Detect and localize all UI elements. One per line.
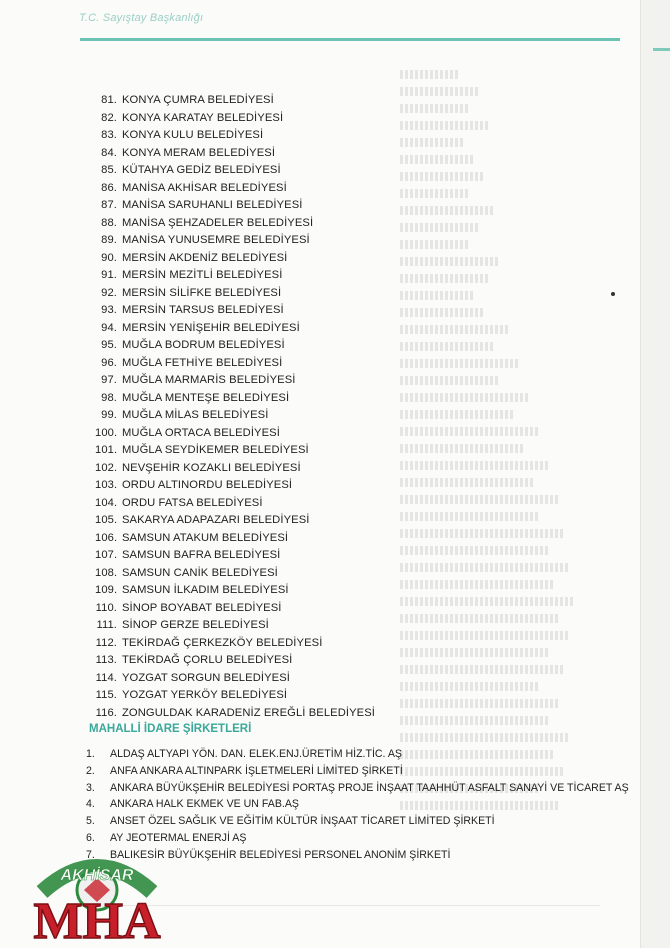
list-item	[95, 217, 375, 235]
item-text: MUĞLA MARMARİS BELEDİYESİ	[122, 374, 296, 386]
item-number: 97.	[101, 374, 117, 386]
item-number: 1.	[86, 748, 95, 760]
municipality-list	[95, 94, 375, 724]
item-text: MANİSA SARUHANLI BELEDİYESİ	[122, 199, 303, 211]
list-item	[95, 567, 375, 585]
list-item	[95, 94, 375, 112]
item-text: SAMSUN BAFRA BELEDİYESİ	[122, 549, 281, 561]
item-number: 110.	[95, 601, 117, 614]
item-number: 3.	[86, 781, 95, 794]
item-number: 84.	[101, 146, 117, 159]
item-number: 91.	[101, 269, 117, 281]
list-item	[95, 689, 375, 707]
watermark-top-text: AKHİSAR	[60, 867, 134, 884]
item-number: 87.	[101, 199, 117, 211]
item-number: 7.	[86, 848, 95, 861]
list-item	[95, 409, 375, 427]
list-item	[86, 832, 629, 849]
page-header: T.C. Sayıştay Başkanlığı	[79, 12, 204, 24]
list-item	[95, 199, 375, 217]
facing-page-rule	[653, 48, 670, 51]
facing-page-edge	[640, 0, 670, 948]
item-text: SAKARYA ADAPAZARI BELEDİYESİ	[122, 514, 310, 526]
item-number: 112.	[95, 636, 117, 649]
list-item	[86, 765, 629, 782]
list-item	[95, 147, 375, 165]
item-number: 92.	[101, 286, 117, 299]
list-item	[95, 112, 375, 130]
item-number: 116.	[95, 706, 117, 719]
company-list	[86, 748, 629, 866]
item-number: 83.	[101, 129, 117, 141]
item-text: ORDU ALTINORDU BELEDİYESİ	[122, 479, 293, 491]
item-text: MERSİN TARSUS BELEDİYESİ	[122, 304, 284, 316]
item-text: NEVŞEHİR KOZAKLI BELEDİYESİ	[122, 461, 301, 474]
list-item	[95, 252, 375, 270]
item-number: 86.	[101, 181, 117, 194]
item-text: MERSİN MEZİTLİ BELEDİYESİ	[122, 269, 283, 281]
item-number: 108.	[95, 566, 118, 579]
item-number: 90.	[101, 251, 117, 264]
item-text: MUĞLA MİLAS BELEDİYESİ	[122, 409, 269, 421]
list-item	[95, 304, 375, 322]
item-text: YOZGAT YERKÖY BELEDİYESİ	[122, 689, 288, 701]
item-text: YOZGAT SORGUN BELEDİYESİ	[122, 671, 290, 684]
item-text: ORDU FATSA BELEDİYESİ	[122, 496, 263, 509]
item-text: MANİSA ŞEHZADELER BELEDİYESİ	[122, 216, 314, 229]
item-text: KÜTAHYA GEDİZ BELEDİYESİ	[122, 164, 281, 176]
watermark-main-text: MHA	[33, 893, 161, 945]
item-number: 100.	[95, 426, 118, 439]
item-number: 107.	[95, 549, 118, 561]
item-number: 96.	[101, 356, 117, 369]
item-text: SİNOP BOYABAT BELEDİYESİ	[122, 601, 282, 614]
list-item	[86, 748, 629, 765]
item-number: 99.	[101, 409, 117, 421]
item-text: ALDAŞ ALTYAPI YÖN. DAN. ELEK.ENJ.ÜRETİM HİZ.TİC. AŞ	[110, 748, 402, 760]
item-number: 102.	[95, 461, 118, 474]
list-item	[95, 164, 375, 182]
item-number: 114.	[95, 671, 117, 684]
item-number: 113.	[95, 654, 117, 666]
list-item	[95, 339, 375, 357]
list-item	[95, 182, 375, 200]
item-number: 98.	[101, 391, 117, 404]
item-number: 2.	[86, 764, 95, 777]
list-item	[95, 129, 375, 147]
item-number: 101.	[95, 444, 118, 456]
item-text: AY JEOTERMAL ENERJİ AŞ	[110, 831, 247, 844]
item-text: MUĞLA ORTACA BELEDİYESİ	[122, 426, 280, 439]
list-item	[86, 798, 629, 815]
item-number: 85.	[101, 164, 117, 176]
item-text: MANİSA AKHİSAR BELEDİYESİ	[122, 181, 287, 194]
item-text: KONYA MERAM BELEDİYESİ	[122, 146, 276, 159]
item-number: 109.	[95, 584, 118, 596]
item-text: KONYA ÇUMRA BELEDİYESİ	[122, 94, 274, 106]
list-item	[95, 532, 375, 550]
item-text: ANFA ANKARA ALTINPARK İŞLETMELERİ LİMİTED ŞİRKETİ	[110, 764, 403, 777]
item-number: 88.	[101, 216, 117, 229]
speck-mark	[611, 292, 615, 296]
item-number: 104.	[95, 496, 118, 509]
item-text: KONYA KARATAY BELEDİYESİ	[122, 111, 284, 124]
item-number: 105.	[95, 514, 118, 526]
list-item	[95, 322, 375, 340]
list-item	[95, 427, 375, 445]
item-text: SAMSUN CANİK BELEDİYESİ	[122, 566, 278, 579]
list-item	[95, 654, 375, 672]
item-text: BALIKESİR BÜYÜKŞEHİR BELEDİYESİ PERSONEL ANONİM ŞİRKETİ	[110, 848, 451, 861]
list-item	[95, 584, 375, 602]
list-item	[95, 374, 375, 392]
item-text: SİNOP GERZE BELEDİYESİ	[122, 619, 269, 631]
item-text: KONYA KULU BELEDİYESİ	[122, 129, 264, 141]
section-title: MAHALLİ İDARE ŞİRKETLERİ	[89, 723, 252, 735]
item-number: 82.	[101, 111, 117, 124]
list-item	[95, 497, 375, 515]
item-number: 95.	[101, 339, 117, 351]
item-number: 6.	[86, 831, 95, 844]
list-item	[95, 514, 375, 532]
list-item	[95, 637, 375, 655]
list-item	[95, 479, 375, 497]
item-text: SAMSUN İLKADIM BELEDİYESİ	[122, 584, 289, 596]
item-text: MERSİN AKDENİZ BELEDİYESİ	[122, 251, 288, 264]
item-number: 115.	[95, 689, 117, 701]
item-text: SAMSUN ATAKUM BELEDİYESİ	[122, 531, 289, 544]
item-text: MERSİN YENİŞEHİR BELEDİYESİ	[122, 321, 300, 334]
item-text: MANİSA YUNUSEMRE BELEDİYESİ	[122, 234, 310, 246]
list-item	[95, 357, 375, 375]
list-item	[95, 602, 375, 620]
item-text: TEKİRDAĞ ÇERKEZKÖY BELEDİYESİ	[122, 636, 323, 649]
item-number: 5.	[86, 815, 95, 828]
list-item	[95, 672, 375, 690]
item-number: 81.	[101, 94, 117, 106]
list-item	[95, 619, 375, 637]
list-item	[86, 782, 629, 799]
watermark-logo	[12, 850, 182, 945]
item-text: ANSET ÖZEL SAĞLIK VE EĞİTİM KÜLTÜR İNŞAAT TİCARET LİMİTED ŞİRKETİ	[110, 815, 495, 828]
item-text: MUĞLA BODRUM BELEDİYESİ	[122, 339, 285, 351]
item-text: MUĞLA FETHİYE BELEDİYESİ	[122, 356, 283, 369]
list-item	[95, 444, 375, 462]
list-item	[95, 269, 375, 287]
item-text: MUĞLA MENTEŞE BELEDİYESİ	[122, 391, 290, 404]
item-number: 111.	[96, 619, 117, 631]
item-number: 89.	[101, 234, 117, 246]
list-item	[95, 462, 375, 480]
item-text: ANKARA BÜYÜKŞEHİR BELEDİYESİ PORTAŞ PROJE İNŞAAT TAAHHÜT ASFALT SANAYİ VE TİCARET AŞ	[110, 781, 629, 794]
item-number: 93.	[101, 304, 117, 316]
item-text: ZONGULDAK KARADENİZ EREĞLİ BELEDİYESİ	[122, 706, 375, 719]
list-item	[95, 234, 375, 252]
list-item	[95, 707, 375, 725]
item-number: 4.	[86, 798, 95, 811]
list-item	[95, 287, 375, 305]
header-rule	[80, 38, 620, 41]
item-number: 103.	[95, 479, 118, 491]
item-text: MUĞLA SEYDİKEMER BELEDİYESİ	[122, 444, 309, 456]
item-number: 94.	[101, 321, 117, 334]
list-item	[95, 392, 375, 410]
list-item	[86, 815, 629, 832]
item-number: 106.	[95, 531, 118, 544]
item-text: ANKARA HALK EKMEK VE UN FAB.AŞ	[110, 798, 299, 811]
item-text: MERSİN SİLİFKE BELEDİYESİ	[122, 286, 282, 299]
list-item	[95, 549, 375, 567]
item-text: TEKİRDAĞ ÇORLU BELEDİYESİ	[122, 654, 293, 666]
